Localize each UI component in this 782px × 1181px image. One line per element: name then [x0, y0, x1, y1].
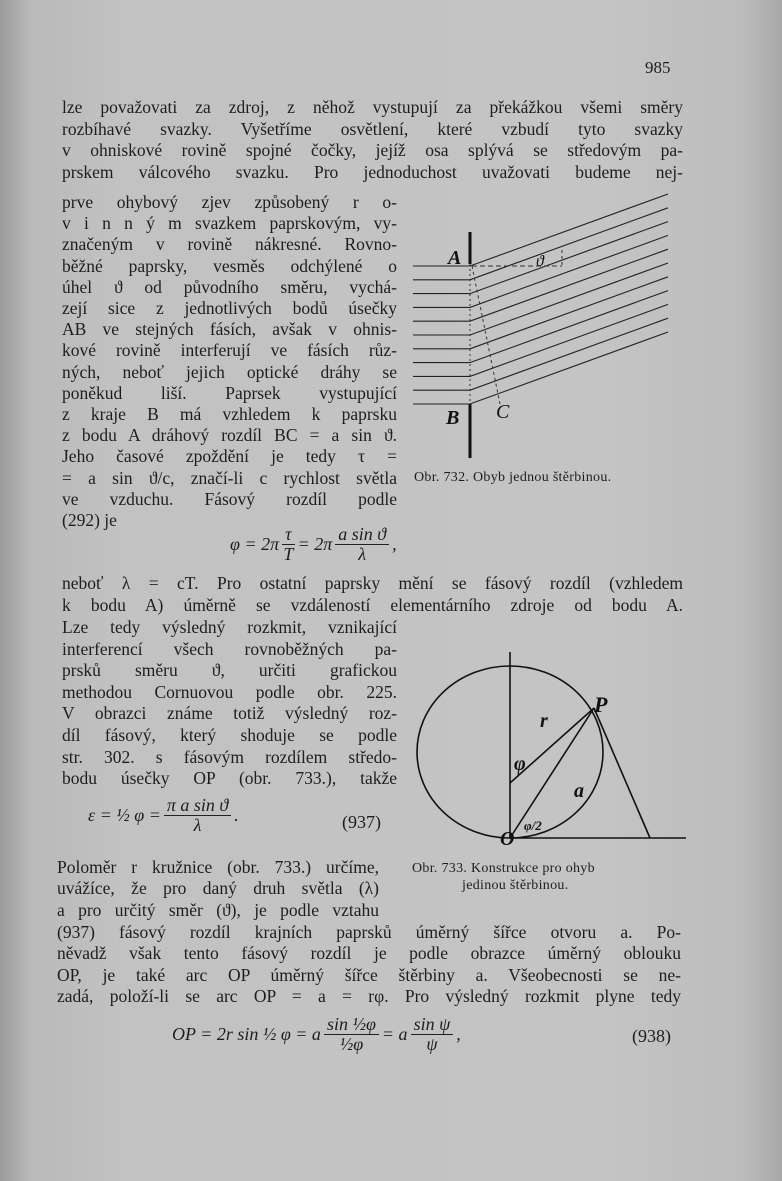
text-line: a pro určitý směr (ϑ), je podle vztahu — [57, 899, 379, 920]
label-r: r — [540, 710, 548, 732]
text-line: značeným v rovině nákresné. Rovno- — [62, 234, 397, 255]
text-line: prsků směru ϑ, určiti grafickou — [62, 660, 397, 681]
ray — [413, 263, 668, 335]
ray — [413, 291, 668, 363]
numerator: π a sin ϑ — [164, 796, 231, 816]
text-line: něvadž však tento fásový rozdíl je podle obrazce úměrný oblouku — [57, 943, 681, 964]
text-line: lze považovati za zdroj, z něhož vystupují za překážkou všemi směry — [62, 97, 683, 117]
eq-lhs: ε = ½ φ = — [88, 805, 161, 825]
text-line: zejí sice z jednotlivých bodů úsečky — [62, 298, 397, 318]
text-line: rozbíhavé svazky. Vyšetříme osvětlení, které vzbudí tyto svazky — [62, 118, 683, 139]
text-line: k bodu A) úměrně se vzdáleností elementárního zdroje od bodu A. — [62, 594, 683, 615]
eq-tail: . — [234, 805, 239, 825]
denominator: λ — [358, 544, 367, 564]
ray — [413, 332, 668, 404]
text-line: ve vzduchu. Fásový rozdíl podle — [62, 488, 397, 509]
text-line: prskem válcového svazku. Pro jednoduchost uvažovati budeme nej- — [62, 162, 683, 183]
text-line: v i n n ý m svazkem paprskovým, vy- — [62, 213, 397, 234]
eq-tail: , — [392, 534, 397, 554]
text-line: (937) fásový rozdíl krajních paprsků úměrný šířce otvoru a. Po- — [57, 922, 681, 942]
label-p: P — [594, 692, 608, 717]
text-line: Lze tedy výsledný rozkmit, vznikající — [62, 617, 397, 637]
numerator: τ — [282, 525, 294, 545]
figure-732-caption: Obr. 732. Obyb jednou štěrbinou. — [414, 470, 612, 485]
ray — [413, 318, 668, 390]
eq-lhs: φ = 2π — [230, 534, 280, 554]
numerator: a sin ϑ — [335, 525, 389, 545]
text-line: v ohniskové rovině spojné čočky, jejíž osa splývá se středovým pa- — [62, 140, 683, 161]
text-line: zadá, položí-li se arc OP = a = rφ. Pro výsledný rozkmit plyne tedy — [57, 986, 681, 1007]
text-line: bodu úsečky OP (obr. 733.), takže — [62, 768, 397, 789]
text-line: AB ve stejných fásích, avšak v ohnis- — [62, 319, 397, 340]
eq-mid: = 2π — [297, 534, 333, 554]
label-a: A — [448, 247, 462, 269]
label-b: B — [446, 407, 460, 429]
numerator: sin ½φ — [324, 1015, 379, 1035]
text-line: OP, je také arc OP úměrný šířce štěrbiny a. Všeobecnosti se ne- — [57, 964, 681, 985]
text-line: úhel ϑ od původního směru, vychá- — [62, 276, 397, 297]
numerator: sin ψ — [411, 1015, 454, 1035]
text-line: z kraje B má vzhledem k paprsku — [62, 404, 397, 424]
figure-733-caption-line2: jedinou štěrbinou. — [462, 878, 569, 893]
text-line: neboť λ = cT. Pro ostatní paprsky mění se fásový rozdíl (vzhledem — [62, 573, 683, 593]
tangent-line — [594, 708, 650, 838]
label-theta: ϑ — [536, 253, 544, 270]
equation-number-937: (937) — [342, 812, 381, 832]
text-line: str. 302. s fásovým rozdílem středo- — [62, 746, 397, 767]
denominator: ψ — [426, 1034, 438, 1054]
eq-tail: , — [456, 1024, 461, 1044]
text-line: uvážíce, že pro daný druh světla (λ) — [57, 878, 379, 899]
denominator: ½φ — [339, 1034, 364, 1054]
equation-number-938: (938) — [632, 1026, 671, 1046]
denominator: T — [283, 544, 294, 564]
figure-732-single-slit — [413, 194, 668, 458]
label-o: O — [500, 828, 515, 850]
text-line: V obrazci známe totiž výsledný roz- — [62, 703, 397, 724]
page-number: 985 — [645, 58, 671, 77]
label-c: C — [496, 401, 510, 423]
figure-733-caption-line1: Obr. 733. Konstrukce pro ohyb — [412, 861, 595, 876]
text-line: methodou Cornuovou podle obr. 225. — [62, 681, 397, 702]
text-line: díl fásový, který shoduje se podle — [62, 725, 397, 745]
eq-mid: = a — [381, 1024, 408, 1044]
text-line: = a sin ϑ/c, značí-li c rychlost světla — [62, 467, 397, 488]
text-line: běžné paprsky, vesměs odchýlené o — [62, 255, 397, 276]
text-line: (292) je — [62, 510, 117, 530]
parallel-rays — [413, 194, 668, 404]
eq-lhs: OP = 2r sin ½ φ = a — [172, 1024, 321, 1044]
text-line: z bodu A dráhový rozdíl BC = a sin ϑ. — [62, 425, 397, 446]
text-line: Jeho časové zpoždění je tedy τ = — [62, 446, 397, 467]
text-line: interferencí všech rovnoběžných pa- — [62, 638, 397, 659]
label-half-phi: φ/2 — [524, 818, 542, 833]
text-line: prve ohybový zjev způsobený r o- — [62, 192, 397, 212]
text-line: poněkud liší. Paprsek vystupující — [62, 382, 397, 403]
text-line: kové rovině interferují ve fásích růz- — [62, 340, 397, 361]
perpendicular-ac — [472, 266, 500, 404]
label-phi: φ — [514, 753, 526, 775]
text-line: ných, neboť jejich optické dráhy se — [62, 361, 397, 382]
ray — [413, 277, 668, 349]
denominator: λ — [193, 815, 202, 835]
label-a: a — [574, 780, 584, 802]
ray — [413, 304, 668, 376]
figure-733-construction — [417, 652, 686, 850]
text-line: Poloměr r kružnice (obr. 733.) určíme, — [57, 857, 379, 877]
